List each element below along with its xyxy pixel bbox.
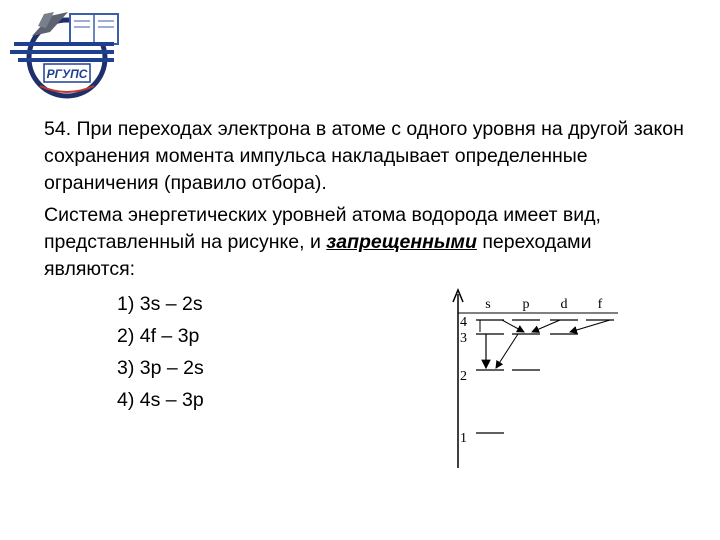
answer-option-3[interactable]: 3) 3p – 2s (117, 357, 204, 379)
answer-option-2[interactable]: 2) 4f – 3p (117, 325, 200, 347)
level-label-3: 3 (460, 331, 467, 346)
transition-4s-3p (502, 320, 524, 332)
answer-options (117, 288, 204, 416)
transition-3p-2s (496, 334, 518, 368)
question-text-before: Система энергетических уровней атома водорода имеет вид, представленный на рисунке, и (44, 204, 601, 253)
column-label-f: f (597, 297, 603, 312)
question-text-after: переходами являются: (44, 231, 592, 280)
energy-level-diagram (440, 286, 630, 471)
transition-4f-3d (570, 320, 610, 332)
question-paragraph-1: 54. При переходах электрона в атоме с одного уровня на другой закон сохранения момента импульса накладывает определенные ограничения (правило отбора). (44, 118, 684, 194)
column-label-s: s (485, 297, 491, 312)
transition-4d-3p (532, 320, 560, 332)
level-label-1: 1 (460, 431, 467, 446)
answer-option-1[interactable]: 1) 3s – 2s (117, 293, 203, 315)
level-label-2: 2 (460, 369, 467, 384)
level-label-4: 4 (460, 315, 467, 330)
logo-text: РГУПС (46, 67, 88, 81)
university-logo (10, 6, 125, 101)
column-label-d: d (560, 297, 568, 312)
answer-option-4[interactable]: 4) 4s – 3p (117, 389, 204, 411)
column-label-p: p (522, 297, 530, 312)
question-text (44, 116, 684, 288)
question-paragraph-2 (44, 202, 684, 283)
emphasis-word: запрещенными (326, 231, 477, 253)
